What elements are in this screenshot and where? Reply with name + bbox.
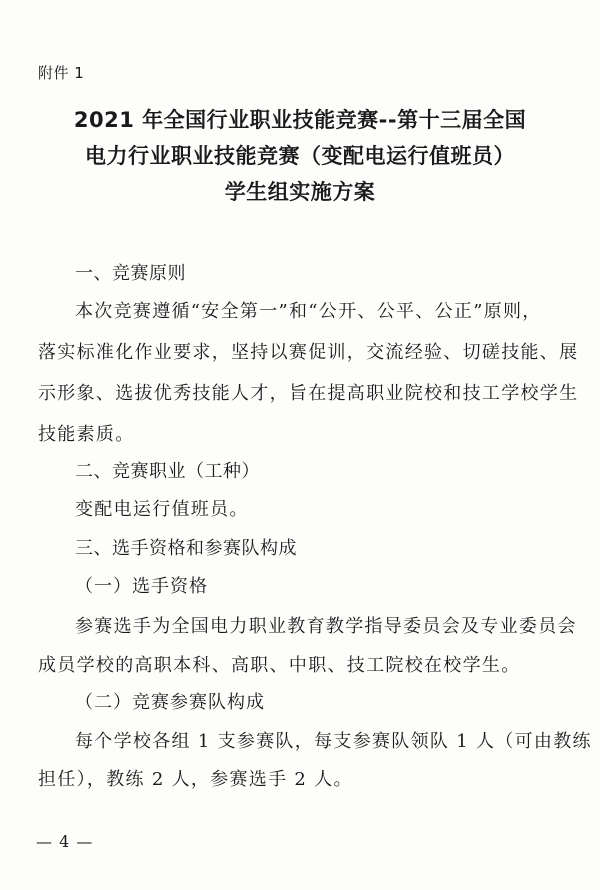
section-1-line: 技能素质。 bbox=[38, 424, 135, 445]
subsection-1-line: 参赛选手为全国电力职业教育教学指导委员会及专业委员会 bbox=[75, 616, 577, 637]
section-2-line: 变配电运行值班员。 bbox=[75, 499, 249, 520]
section-2-heading: 二、竞赛职业（工种） bbox=[75, 461, 260, 482]
subsection-2-line: 担任），教练 2 人，参赛选手 2 人。 bbox=[38, 769, 353, 790]
section-1-line: 本次竞赛遵循“安全第一”和“公开、公平、公正”原则， bbox=[75, 301, 542, 322]
subsection-1-line: 成员学校的高职本科、高职、中职、技工院校在校学生。 bbox=[38, 655, 521, 676]
subsection-2-heading: （二）竞赛参赛队构成 bbox=[75, 692, 265, 713]
title-line-3: 学生组实施方案 bbox=[224, 180, 376, 204]
attachment-label: 附件 1 bbox=[38, 64, 85, 82]
section-1-line: 示形象、选拔优秀技能人才，旨在提高职业院校和技工学校学生 bbox=[38, 383, 579, 404]
title-line-2: 电力行业职业技能竞赛（变配电运行值班员） bbox=[85, 144, 515, 168]
section-3-heading: 三、选手资格和参赛队构成 bbox=[75, 538, 297, 559]
section-1-heading: 一、竞赛原则 bbox=[75, 263, 186, 284]
section-1-line: 落实标准化作业要求，坚持以赛促训，交流经验、切磋技能、展 bbox=[38, 342, 579, 363]
subsection-2-line: 每个学校各组 1 支参赛队，每支参赛队领队 1 人（可由教练 bbox=[75, 731, 592, 752]
title-line-1: 2021 年全国行业职业技能竞赛--第十三届全国 bbox=[73, 108, 527, 132]
page-number: — 4 — bbox=[36, 832, 94, 851]
subsection-1-heading: （一）选手资格 bbox=[75, 576, 208, 597]
